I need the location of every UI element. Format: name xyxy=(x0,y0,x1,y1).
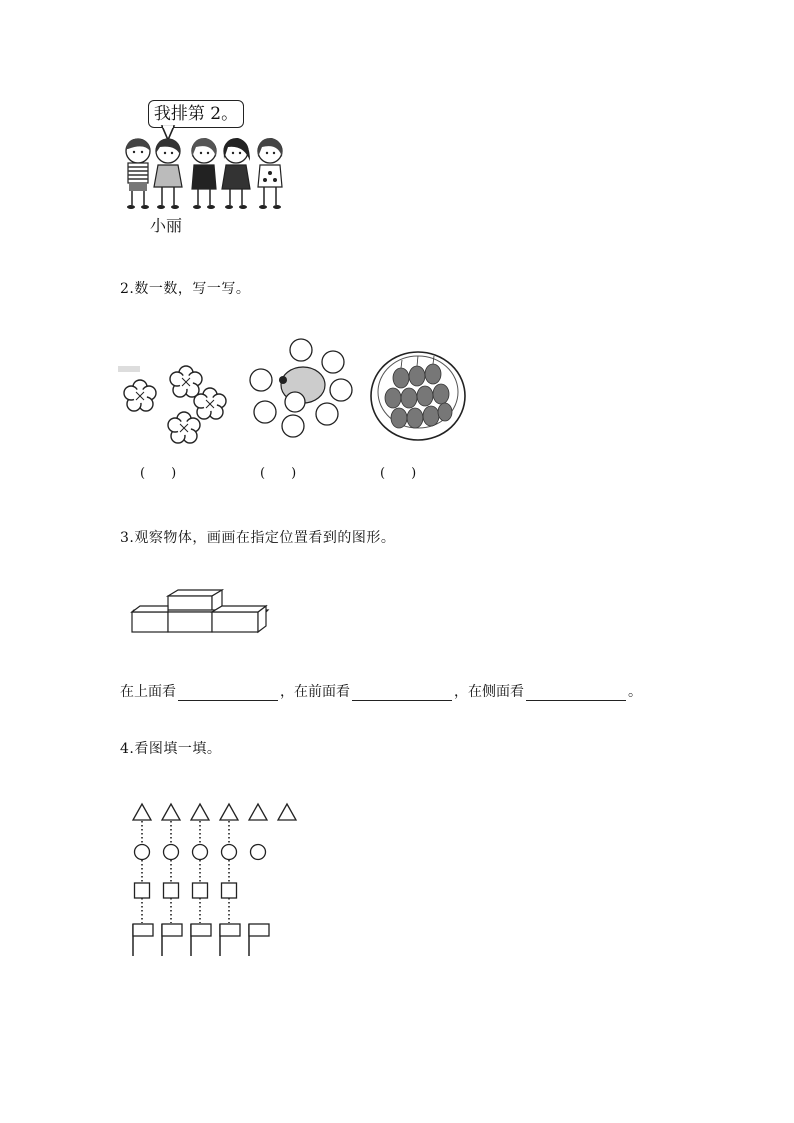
child-1 xyxy=(126,139,150,209)
flag-shape xyxy=(162,924,182,936)
chick-7 xyxy=(250,369,272,391)
flag-shape xyxy=(249,924,269,936)
answer-line-front-view[interactable] xyxy=(352,686,452,701)
apples-plate-picture xyxy=(369,348,469,444)
answer-blank-apples[interactable]: ( ) xyxy=(380,466,417,481)
circle-shape xyxy=(164,845,179,860)
question-4-title: 4.看图填一填。 xyxy=(120,741,222,757)
child-3 xyxy=(192,138,217,209)
chicks-picture xyxy=(243,330,363,440)
square-shape xyxy=(193,883,208,898)
fill-row-views xyxy=(120,681,642,701)
circle-shape xyxy=(135,845,150,860)
triangle-shape xyxy=(220,804,238,820)
circle-shape xyxy=(251,845,266,860)
flowers-picture xyxy=(118,358,238,448)
triangle-shape xyxy=(162,804,180,820)
flower-4 xyxy=(168,412,200,443)
flag-shape xyxy=(220,924,240,936)
chick-1 xyxy=(290,339,312,361)
label-front-view: ，在前面看 xyxy=(280,684,350,700)
chick-6 xyxy=(254,401,276,423)
triangle-shape xyxy=(133,804,151,820)
chick-5 xyxy=(282,415,304,437)
child-2-xiaoli xyxy=(154,139,182,209)
flag-shape xyxy=(133,924,153,936)
triangle-shape xyxy=(249,804,267,820)
triangle-shape xyxy=(191,804,209,820)
sentence-end: 。 xyxy=(628,684,642,700)
answer-line-side-view[interactable] xyxy=(526,686,626,701)
chick-2 xyxy=(322,351,344,373)
triangle-shape xyxy=(278,804,296,820)
question-2-title: 2.数一数，写一写。 xyxy=(120,281,251,297)
answer-blank-flowers[interactable]: ( ) xyxy=(140,466,177,481)
circle-shape xyxy=(222,845,237,860)
flag-shape xyxy=(191,924,211,936)
child-5 xyxy=(258,138,283,209)
matching-shapes-figure xyxy=(126,800,326,960)
cube-blocks-figure xyxy=(130,588,280,638)
children-illustration xyxy=(120,135,290,215)
circle-shape xyxy=(193,845,208,860)
flower-2 xyxy=(170,366,202,397)
square-shape xyxy=(164,883,179,898)
chick-3 xyxy=(330,379,352,401)
chick-8 xyxy=(285,392,305,412)
question-3-title: 3.观察物体，画画在指定位置看到的图形。 xyxy=(120,530,396,546)
speech-text: 我排第 2。 xyxy=(153,104,239,124)
answer-line-top-view[interactable] xyxy=(178,686,278,701)
chick-4 xyxy=(316,403,338,425)
child-4 xyxy=(222,138,250,209)
speech-bubble xyxy=(148,100,244,128)
answer-blank-chicks[interactable]: ( ) xyxy=(260,466,297,481)
square-shape xyxy=(135,883,150,898)
label-side-view: ，在侧面看 xyxy=(454,684,524,700)
label-top-view: 在上面看 xyxy=(120,684,176,700)
name-label-xiaoli: 小丽 xyxy=(150,216,183,235)
flower-1 xyxy=(124,380,156,411)
square-shape xyxy=(222,883,237,898)
